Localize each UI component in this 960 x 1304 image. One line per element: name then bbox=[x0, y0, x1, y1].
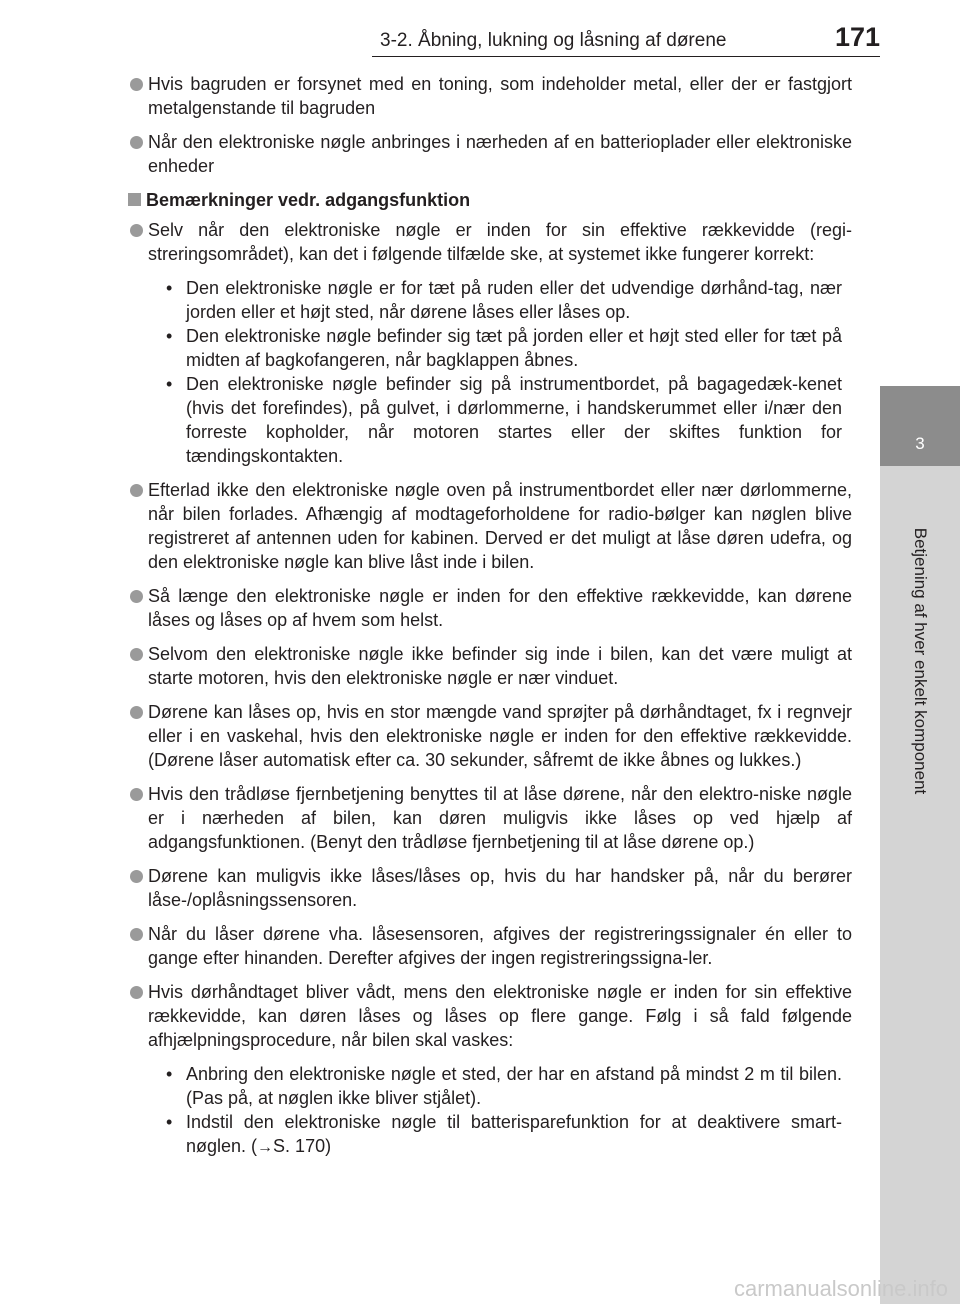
list-item bbox=[126, 700, 852, 772]
sub-item-text: Anbring den elektroniske nøgle et sted, der har en afstand på mindst 2 m til bilen. (Pas på, at nøglen ikke bliver stjålet). bbox=[186, 1064, 842, 1108]
list-item bbox=[126, 642, 852, 690]
page-reference-link[interactable]: S. 170 bbox=[273, 1136, 326, 1156]
item-text: Hvis den trådløse fjernbetjening benyttes til at låse dørene, når den elektro-niske nøgle er i nærheden af bilen, kan døren muligvis ikke låses op ved hjælp af adgangsfunktionen. (Benyt den trådløse fjernbetjening til at låse dørene op.) bbox=[148, 784, 852, 852]
sub-list bbox=[126, 276, 842, 468]
item-text: Hvis bagruden er forsynet med en toning, som indeholder metal, eller der er fastgjort metalgenstande til bagruden bbox=[148, 74, 852, 118]
sub-item-text: Den elektroniske nøgle befinder sig tæt på jorden eller et højt sted eller for tæt på midten af bagkofangeren, når bagklappen åbnes. bbox=[186, 326, 842, 370]
item-text: Dørene kan låses op, hvis en stor mængde vand sprøjter på dørhåndtaget, fx i regnvejr eller i en vaskehal, hvis den elektroniske nøgle er inden for den effektive rækkevidde. (Dørene låser automatisk efter ca. 30 sekunder, såfremt de ikke åbnes og lukkes.) bbox=[148, 702, 852, 770]
sub-item-text: Den elektroniske nøgle befinder sig på instrumentbordet, på bagagedæk-kenet (hvis det forefindes), på gulvet, i dørlommerne, i handskerummet eller i/nær den forreste kopholder, når motoren startes eller der skiftes funktion for tændingskontakten. bbox=[186, 374, 842, 466]
section-heading bbox=[126, 188, 852, 212]
arrow-right-icon: → bbox=[257, 1139, 274, 1156]
item-text: Efterlad ikke den elektroniske nøgle oven på instrumentbordet eller nær dørlommerne, når bilen forlades. Afhængig af modtageforholdene for radio-bølger kan nøglen blive registreret af antennen uden for kabinen. Derved er det muligt at låse døren udefra, og den elektroniske nøgle kan blive låst inde i bilen. bbox=[148, 480, 852, 572]
section-title: 3-2. Åbning, lukning og låsning af dørene bbox=[380, 30, 727, 51]
list-item bbox=[126, 130, 852, 178]
list-item bbox=[126, 218, 852, 266]
list-item bbox=[126, 864, 852, 912]
sub-list-item bbox=[166, 1062, 842, 1110]
list-item bbox=[126, 72, 852, 120]
item-text: Hvis dørhåndtaget bliver vådt, mens den elektroniske nøgle er inden for sin effektive rækkevidde, kan døren låses og låses op flere gange. Følg i så fald følgende afhjælpningsprocedure, når bilen skal vaskes: bbox=[148, 982, 852, 1050]
sub-list-item bbox=[166, 1110, 842, 1160]
chapter-title: Betjening af hver enkelt komponent bbox=[911, 527, 930, 795]
chapter-tab bbox=[880, 386, 960, 466]
section-heading-text: Bemærkninger vedr. adgangsfunktion bbox=[146, 190, 471, 210]
page-content bbox=[126, 72, 852, 1170]
item-text: Når du låser dørene vha. låsesensoren, afgives der registreringssignaler én eller to gange efter hinanden. Derefter afgives der ingen registreringssigna-ler. bbox=[148, 924, 852, 968]
sub-list-item bbox=[166, 372, 842, 468]
sub-item-text: Indstil den elektroniske nøgle til batterisparefunktion for at deaktivere smart-nøglen. ( bbox=[186, 1112, 842, 1156]
item-text: Selv når den elektroniske nøgle er inden for sin effektive rækkevidde (regi-streringsområdet), kan det i følgende tilfælde ske, at systemet ikke fungerer korrekt: bbox=[148, 220, 852, 264]
item-text: Så længe den elektroniske nøgle er inden for den effektive rækkevidde, kan dørene låses og låses op af hvem som helst. bbox=[148, 586, 852, 630]
list-item bbox=[126, 980, 852, 1052]
page-header bbox=[380, 22, 880, 56]
sub-item-text-end: ) bbox=[325, 1136, 332, 1156]
list-item bbox=[126, 782, 852, 854]
sub-list-item bbox=[166, 324, 842, 372]
item-text: Dørene kan muligvis ikke låses/låses op, hvis du har handsker på, når du berører låse-/oplåsningssensoren. bbox=[148, 866, 852, 910]
sidebar-top-area bbox=[880, 0, 960, 386]
page-number: 171 bbox=[834, 22, 880, 52]
list-item bbox=[126, 584, 852, 632]
chapter-side-label bbox=[907, 491, 933, 831]
watermark: carmanualsonline.info bbox=[733, 1276, 948, 1301]
chapter-number: 3 bbox=[915, 434, 925, 453]
item-text: Når den elektroniske nøgle anbringes i nærheden af en batterioplader eller elektroniske enheder bbox=[148, 132, 852, 176]
list-item bbox=[126, 922, 852, 970]
sub-list bbox=[126, 1062, 842, 1160]
item-text: Selvom den elektroniske nøgle ikke befinder sig inde i bilen, kan det være muligt at starte motoren, hvis den elektroniske nøgle er nær vinduet. bbox=[148, 644, 852, 688]
sub-item-text: Den elektroniske nøgle er for tæt på ruden eller det udvendige dørhånd-tag, nær jorden eller et højt sted, når dørene låses eller låses op. bbox=[186, 278, 842, 322]
list-item bbox=[126, 478, 852, 574]
header-divider bbox=[372, 56, 880, 57]
sub-list-item bbox=[166, 276, 842, 324]
